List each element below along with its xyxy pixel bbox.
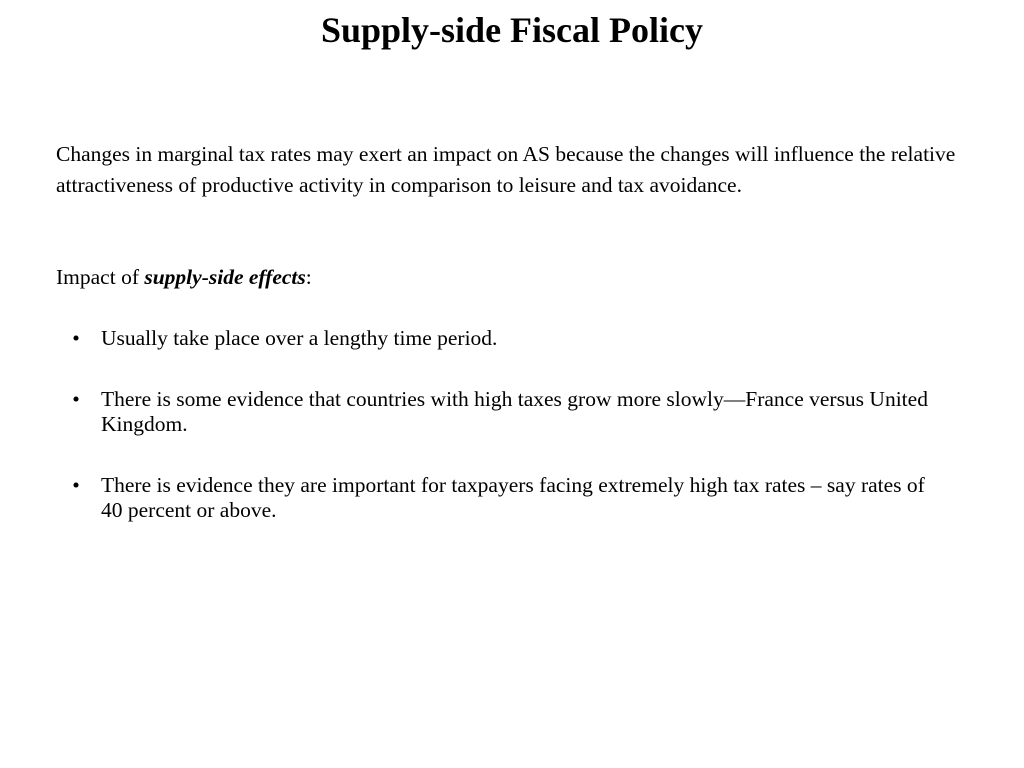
bullet-text: Usually take place over a lengthy time period.: [101, 326, 498, 350]
slide-title: Supply-side Fiscal Policy: [320, 10, 704, 50]
bullet-text: There is some evidence that countries with high taxes grow more slowly—France versus United Kingdom.: [101, 387, 928, 436]
bullet-dot-icon: •: [72, 387, 80, 411]
bullet-dot-icon: •: [72, 473, 80, 497]
bullet-text: There is evidence they are important for taxpayers facing extremely high tax rates – say rates of 40 percent or above.: [101, 473, 925, 522]
impact-suffix: :: [305, 265, 312, 289]
bullet-dot-icon: •: [72, 326, 80, 350]
intro-paragraph: Changes in marginal tax rates may exert an impact on AS because the changes will influence the relative attractiveness of productive activity in comparison to leisure and tax avoidance.: [56, 142, 956, 197]
impact-emphasis: supply-side effects: [144, 265, 306, 289]
impact-prefix: Impact of: [56, 265, 145, 289]
impact-heading: [56, 262, 956, 292]
